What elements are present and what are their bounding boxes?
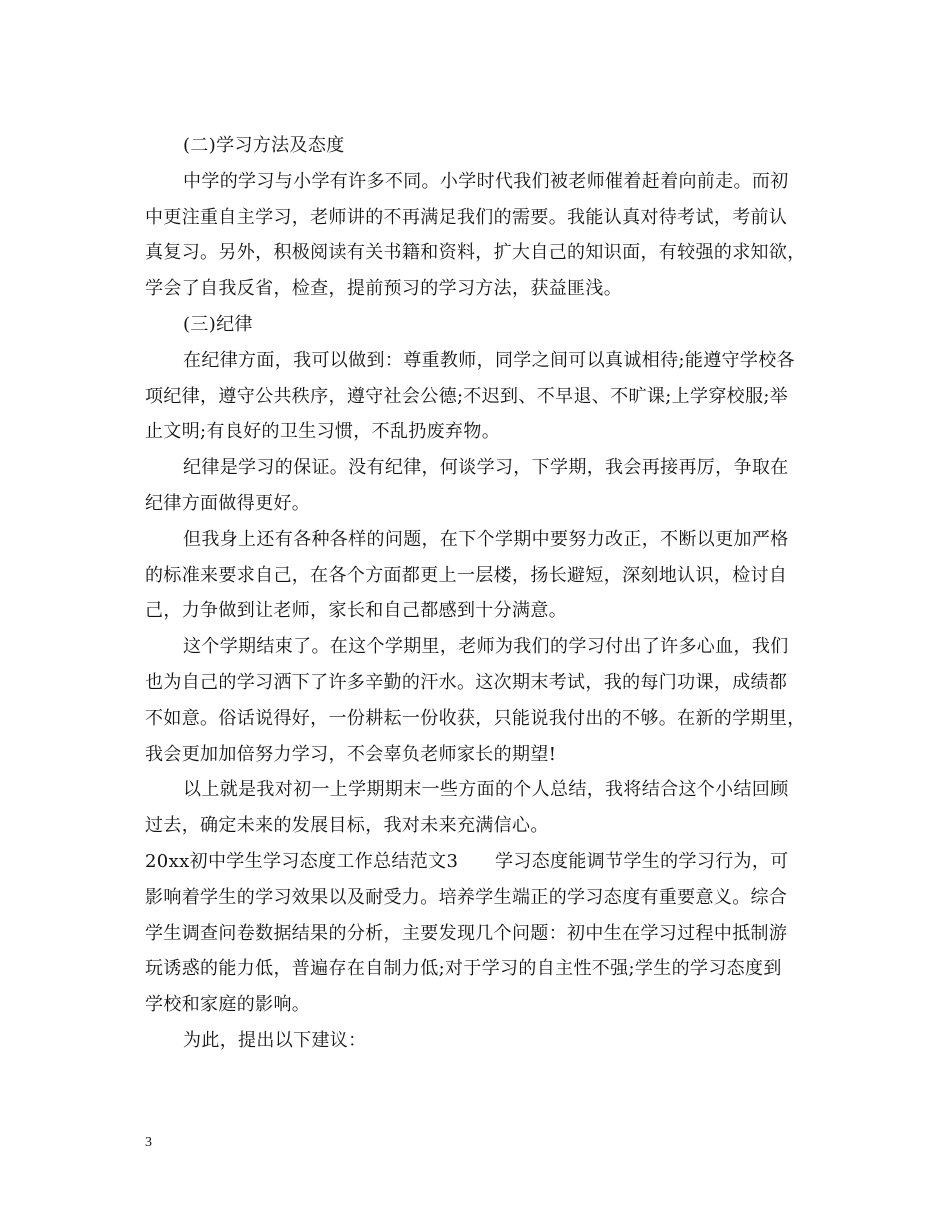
paragraph-line: 真复习。另外，积极阅读有关书籍和资料，扩大自己的知识面，有较强的求知欲， [145, 242, 806, 264]
paragraph-line: 我会更加加倍努力学习，不会辜负老师家长的期望! [145, 743, 557, 765]
paragraph-line: 不如意。俗话说得好，一份耕耘一份收获，只能说我付出的不够。在新的学期里， [145, 707, 806, 729]
paragraph-line: 也为自己的学习洒下了许多辛勤的汗水。这次期末考试，我的每门功课，成绩都 [145, 671, 788, 693]
paragraph-line: 过去，确定未来的发展目标，我对未来充满信心。 [145, 815, 549, 837]
paragraph-line: 纪律方面做得更好。 [145, 492, 311, 514]
section-heading-learning-methods: (二)学习方法及态度 [183, 135, 345, 156]
paragraph-line: 以上就是我对初一上学期期末一些方面的个人总结，我将结合这个小结回顾 [183, 779, 789, 801]
paragraph-line: 的标准来要求自己，在各个方面都更上一层楼，扬长避短，深刻地认识，检讨自 [145, 564, 788, 586]
page-number: 3 [145, 1135, 152, 1150]
paragraph-line: 玩诱惑的能力低，普遍存在自制力低;对于学习的自主性不强;学生的学习态度到 [145, 958, 782, 980]
paragraph-line: 项纪律，遵守公共秩序，遵守社会公德;不迟到、不早退、不旷课;上学穿校服;举 [145, 385, 789, 407]
paragraph-line: 学校和家庭的影响。 [145, 994, 311, 1016]
paragraph-line: 学生调查问卷数据结果的分析，主要发现几个问题：初中生在学习过程中抵制游 [145, 922, 788, 944]
document-body [145, 128, 807, 1059]
paragraph-line: 学会了自我反省，检查，提前预习的学习方法，获益匪浅。 [145, 278, 623, 300]
paragraph-line: 为此，提出以下建议： [183, 1029, 367, 1051]
paragraph-line: 影响着学生的学习效果以及耐受力。培养学生端正的学习态度有重要意义。综合 [145, 886, 788, 908]
paragraph-line: 止文明;有良好的卫生习惯，不乱扔废弃物。 [145, 421, 501, 443]
sample-title-line: 20xx初中学生学习态度工作总结范文3 学习态度能调节学生的学习行为，可 [145, 850, 789, 872]
section-heading-discipline: (三)纪律 [183, 313, 253, 335]
paragraph-line: 纪律是学习的保证。没有纪律，何谈学习，下学期，我会再接再厉，争取在 [183, 457, 789, 479]
paragraph-line: 这个学期结束了。在这个学期里，老师为我们的学习付出了许多心血，我们 [183, 636, 789, 658]
paragraph-line: 中更注重自主学习，老师讲的不再满足我们的需要。我能认真对待考试，考前认 [145, 206, 788, 228]
paragraph-line: 但我身上还有各种各样的问题，在下个学期中要努力改正，不断以更加严格 [183, 528, 789, 550]
paragraph-line: 在纪律方面，我可以做到：尊重教师，同学之间可以真诚相待;能遵守学校各 [183, 349, 795, 371]
paragraph-line: 中学的学习与小学有许多不同。小学时代我们被老师催着赶着向前走。而初 [183, 170, 789, 192]
paragraph-line: 己，力争做到让老师，家长和自己都感到十分满意。 [145, 600, 568, 622]
